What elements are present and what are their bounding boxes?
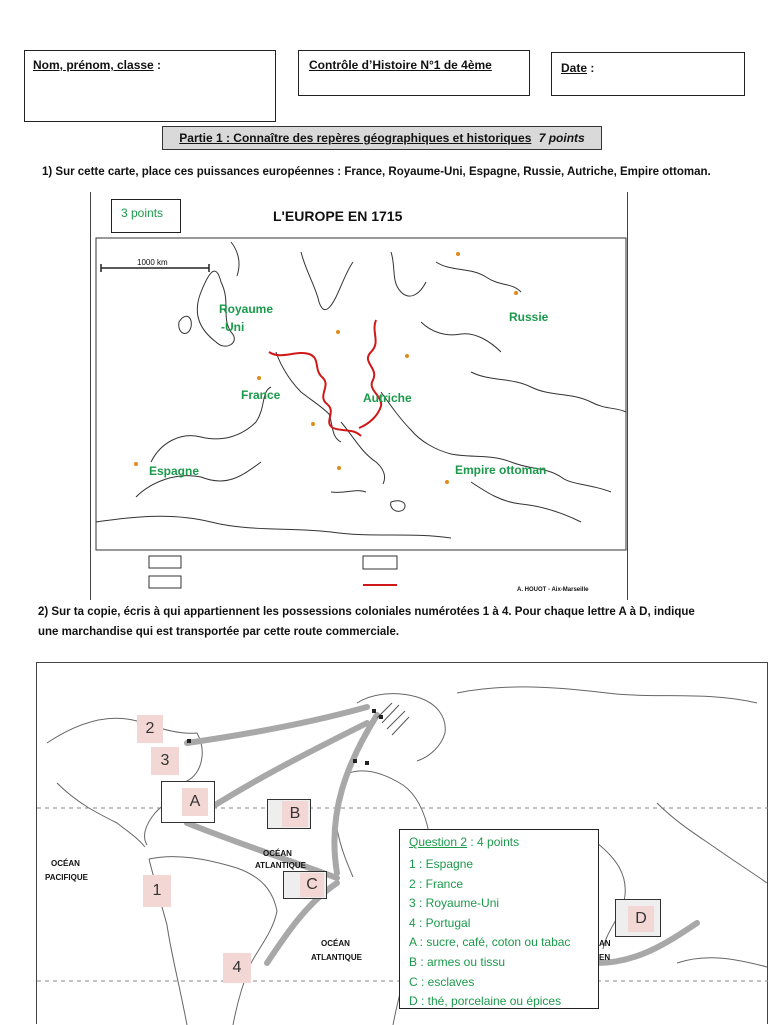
answer-uk-2: -Uni <box>221 320 245 334</box>
ocean-atlantic-north-2: ATLANTIQUE <box>255 861 306 870</box>
answer-key-item: 3 : Royaume-Uni <box>409 896 500 911</box>
trade-map <box>36 662 768 1024</box>
ocean-indian-fragment-2: EN <box>599 953 611 962</box>
answer-key-list <box>409 855 570 1012</box>
marker-C: C <box>300 873 324 897</box>
ocean-pacific-label-2: PACIFIQUE <box>45 873 88 882</box>
marker-4: 4 <box>223 953 251 983</box>
map-title: L'EUROPE EN 1715 <box>273 208 403 224</box>
ocean-indian-fragment-1: AN <box>599 939 611 948</box>
part1-title: Partie 1 : Connaître des repères géographiques et historiques <box>179 131 532 145</box>
exam-title: Contrôle d’Histoire N°1 de 4ème <box>309 58 492 72</box>
part1-title-box <box>162 126 602 150</box>
marker-B: B <box>282 801 308 827</box>
date-label: Date : <box>561 61 595 75</box>
answer-key-points: : 4 points <box>467 835 520 849</box>
date-box[interactable] <box>551 52 745 96</box>
marker-A-box <box>161 781 215 823</box>
scale-label: 1000 km <box>137 258 168 267</box>
europe-map <box>90 192 628 600</box>
answer-spain: Espagne <box>149 464 200 478</box>
ocean-pacific-label-1: OCÉAN <box>51 859 80 868</box>
marker-C-box <box>283 871 327 899</box>
question-2-line2: une marchandise qui est transportée par cette route commerciale. <box>38 626 400 638</box>
marker-A: A <box>182 788 208 816</box>
marker-D: D <box>628 906 654 932</box>
ocean-atlantic-south-1: OCÉAN <box>321 939 350 948</box>
answer-key-item: 2 : France <box>409 876 464 891</box>
answer-ottoman: Empire ottoman <box>455 463 547 477</box>
answer-key-item: D : thé, porcelaine ou épices <box>409 994 562 1009</box>
title-box <box>298 50 530 96</box>
europe-map-drawing <box>91 192 629 600</box>
marker-1: 1 <box>143 875 171 907</box>
answer-key-box <box>399 829 599 1009</box>
answer-austria: Autriche <box>363 391 412 405</box>
marker-3: 3 <box>151 747 179 775</box>
ocean-atlantic-north-1: OCÉAN <box>263 849 292 858</box>
answer-france: France <box>241 388 281 402</box>
marker-B-box <box>267 799 311 829</box>
name-label: Nom, prénom, classe : <box>33 58 162 72</box>
answer-russia: Russie <box>509 310 549 324</box>
answer-key-title: Question 2 <box>409 835 468 849</box>
points-label: 3 points <box>121 206 164 220</box>
answer-key-item: C : esclaves <box>409 974 475 989</box>
answer-key-item: 4 : Portugal <box>409 915 471 930</box>
points-box-3 <box>111 199 181 233</box>
answer-key-title-line <box>409 835 519 849</box>
question-1: 1) Sur cette carte, place ces puissances européennes : France, Royaume-Uni, Espagne, Russie, Autriche, Empire ottoman. <box>42 166 711 178</box>
name-box[interactable] <box>24 50 276 122</box>
answer-key-item: A : sucre, café, coton ou tabac <box>409 935 571 950</box>
answer-uk-1: Royaume <box>219 302 274 316</box>
ocean-atlantic-south-2: ATLANTIQUE <box>311 953 362 962</box>
part1-points: 7 points <box>538 131 585 145</box>
answer-key-item: 1 : Espagne <box>409 857 474 871</box>
question-2-line1: 2) Sur ta copie, écris à qui appartiennent les possessions coloniales numérotées 1 à 4. Pour chaque lettre A à D, indique <box>38 606 695 618</box>
answer-key-item: B : armes ou tissu <box>409 954 506 969</box>
map-credit: A. HOUOT - Aix-Marseille <box>517 587 589 593</box>
marker-D-box <box>615 899 661 937</box>
marker-2: 2 <box>137 715 163 743</box>
